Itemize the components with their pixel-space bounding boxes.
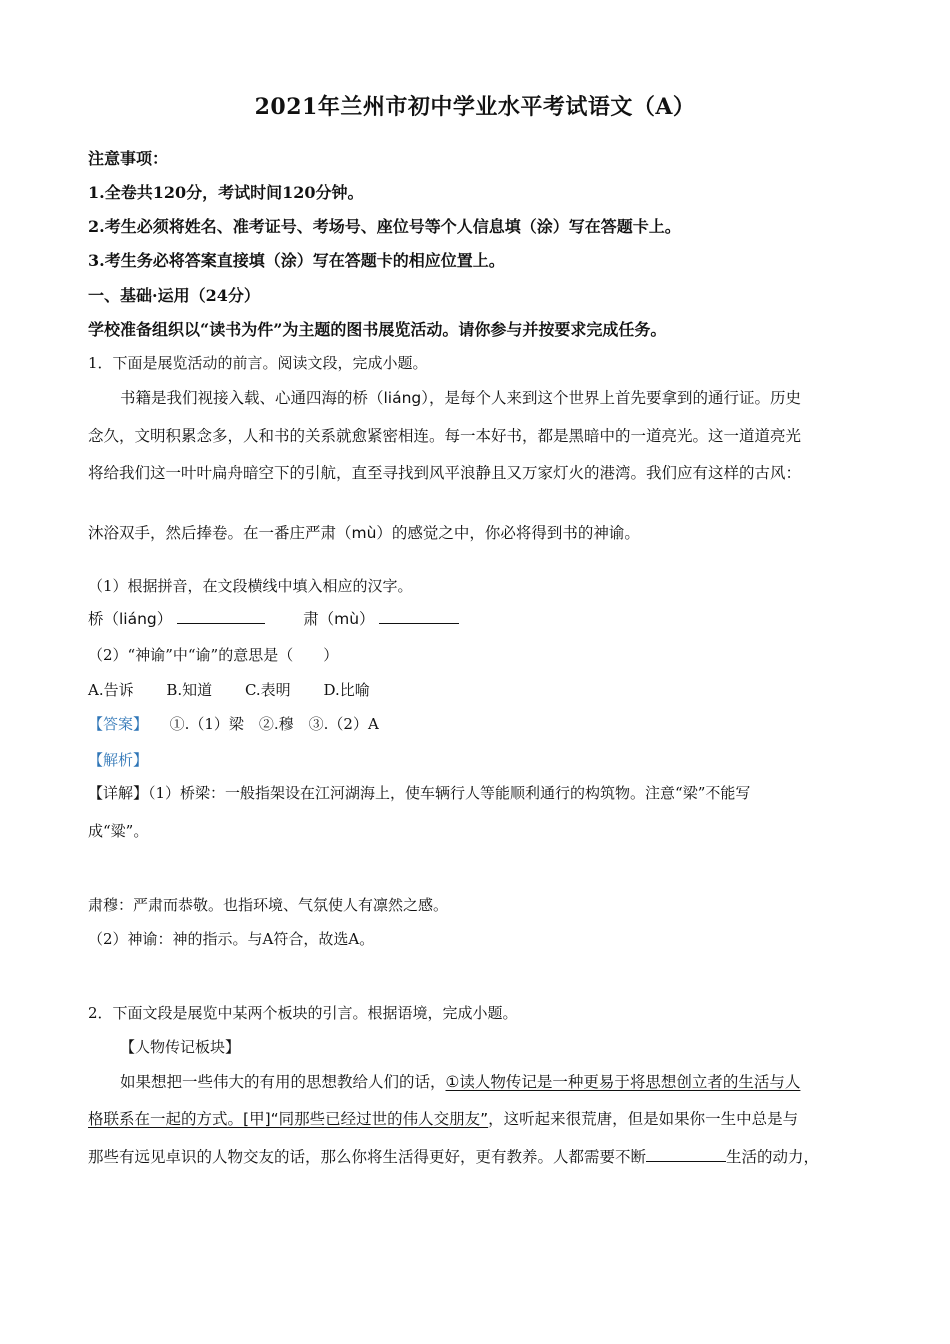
notes-item-2: 2.考生必须将姓名、准考证号、考场号、座位号等个人信息填（涂）写在答题卡上。: [88, 217, 681, 236]
q2-line-1-a: 如果想把一些伟大的有用的思想教给人们的话，: [120, 1073, 446, 1091]
page-title: 2021年兰州市初中学业水平考试语文（A）: [254, 94, 696, 120]
q2-block-title: 【人物传记板块】: [120, 1038, 241, 1056]
blank1-label: 桥（liáng）: [88, 610, 173, 628]
q1-passage-line-2: 念久，文明积累念多，人和书的关系就愈紧密相连。每一本好书，都是黑暗中的一道亮光。这一道道亮光: [88, 427, 802, 445]
section1-heading: 一、基础·运用（24分）: [88, 286, 260, 305]
analysis-tag: 【解析】: [88, 751, 149, 769]
q2-line-1: [88, 1070, 800, 1092]
option-b: B.知道: [166, 681, 213, 699]
answer-text: ①.（1）梁 ②.穆 ③.（2）A: [169, 715, 379, 733]
q1-stem: 1．下面是展览活动的前言。阅读文段，完成小题。: [88, 354, 428, 372]
option-c: C.表明: [244, 681, 291, 699]
q2-stem: 2．下面文段是展览中某两个板块的引言。根据语境，完成小题。: [88, 1004, 518, 1022]
q1-sub2: （2）“神谕”中“谕”的意思是（ ）: [88, 646, 339, 664]
detail-line-3: 肃穆：严肃而恭敬。也指环境、气氛使人有凛然之感。: [88, 896, 449, 914]
detail-line-1: 【详解】（1）桥梁：一般指架设在江河湖海上，使车辆行人等能顺利通行的构筑物。注意“梁”不能写: [88, 784, 751, 802]
q2-line-3: [88, 1145, 819, 1167]
q1-passage-line-4: 沐浴双手，然后捧卷。在一番庄严肃（mù）的感觉之中，你必将得到书的神谕。: [88, 524, 640, 542]
q1-sub1: （1）根据拼音，在文段横线中填入相应的汉字。: [88, 577, 413, 595]
q1-options: [88, 679, 370, 700]
notes-item-3: 3.考生务必将答案直接填（涂）写在答题卡的相应位置上。: [88, 251, 505, 270]
q2-line-2-c: ，这听起来很荒唐，但是如果你一生中总是与: [488, 1110, 799, 1128]
q1-passage-line-1: 书籍是我们视接入载、心通四海的桥（liáng），是每个人来到这个世界上首先要拿到的通行证。历史: [120, 389, 802, 407]
answer-tag: 【答案】: [88, 715, 149, 733]
q2-line-3-a: 那些有远见卓识的人物交友的话，那么你将生活得更好，更有教养。人都需要不断: [88, 1148, 647, 1166]
q2-underlined-sentence-1: ①读人物传记是一种更易于将思想创立者的生活与人: [445, 1073, 801, 1091]
blank1-line[interactable]: [177, 607, 265, 624]
q2-line-2: [88, 1107, 798, 1129]
blank2-line[interactable]: [379, 607, 459, 624]
option-a: A.告诉: [88, 681, 134, 699]
q2-quote-jia: [甲]“同那些已经过世的伟人交朋友”: [243, 1110, 489, 1128]
q1-answer-row: [88, 713, 379, 734]
notes-heading: 注意事项：: [88, 149, 169, 168]
q1-blank-row: [88, 607, 459, 629]
q2-blank-line[interactable]: [646, 1145, 726, 1162]
option-d: D.比喻: [323, 681, 370, 699]
detail-line-2: 成“粱”。: [88, 822, 149, 840]
q2-underlined-sentence-2: 格联系在一起的方式。: [88, 1110, 244, 1128]
blank2-label: 肃（mù）: [303, 610, 375, 628]
section1-intro: 学校准备组织以“读书为件”为主题的图书展览活动。请你参与并按要求完成任务。: [88, 320, 667, 339]
detail-line-4: （2）神谕：神的指示。与A符合，故选A。: [88, 930, 375, 948]
q1-passage-line-3: 将给我们这一叶叶扁舟暗空下的引航，直至寻找到风平浪静且又万家灯火的港湾。我们应有这样的古风：: [88, 464, 802, 482]
notes-item-1: 1.全卷共120分，考试时间120分钟。: [88, 183, 364, 202]
q2-line-3-b: 生活的动力，: [726, 1148, 820, 1166]
